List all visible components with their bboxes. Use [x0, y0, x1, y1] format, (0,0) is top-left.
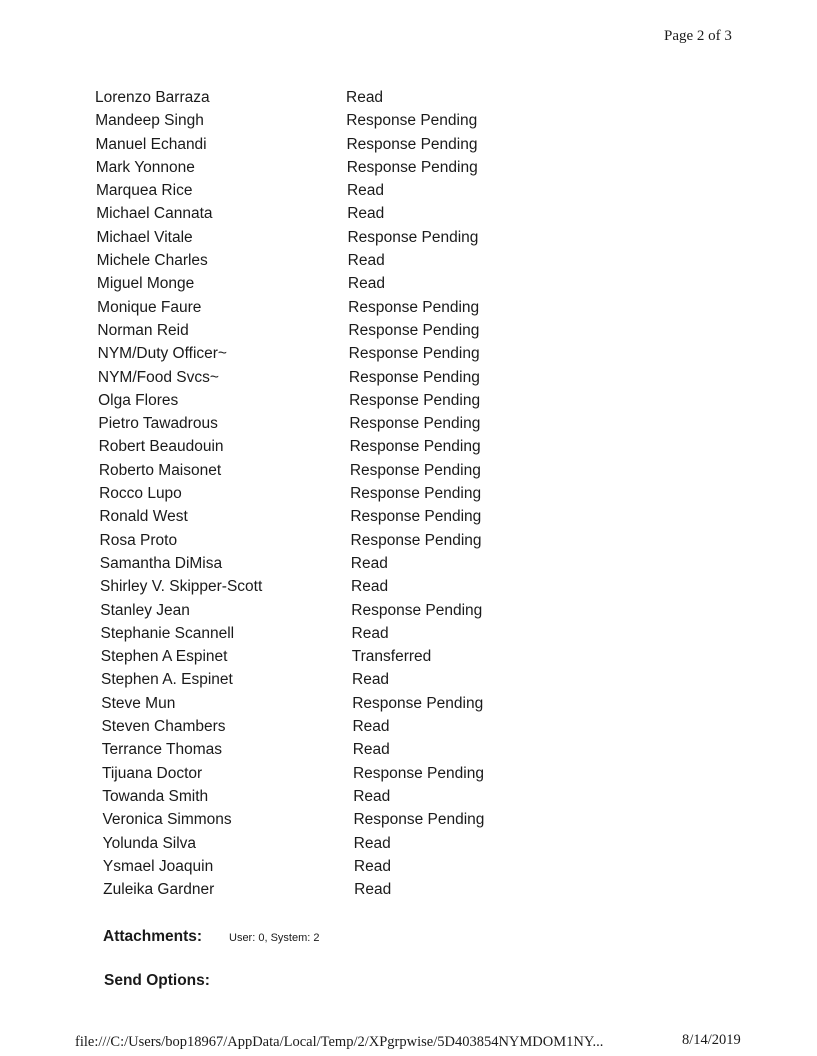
recipient-name: Marquea Rice	[95, 182, 193, 200]
footer-date: 8/14/2019	[682, 1032, 741, 1048]
recipient-name: Michael Cannata	[96, 205, 213, 223]
table-row	[0, 575, 817, 598]
table-row	[0, 109, 817, 132]
recipient-status: Read	[353, 834, 391, 852]
table-row	[0, 342, 817, 365]
page-number: Page 2 of 3	[664, 28, 732, 44]
recipient-name: Miguel Monge	[96, 275, 195, 293]
recipient-name: Zuleika Gardner	[103, 881, 215, 899]
recipient-status: Response Pending	[349, 391, 481, 409]
recipient-status: Response Pending	[348, 321, 480, 339]
recipient-status: Response Pending	[348, 345, 480, 363]
recipient-name: Michael Vitale	[96, 228, 193, 246]
table-row	[0, 762, 817, 785]
attachments-value: User: 0, System: 2	[229, 932, 320, 944]
table-row	[0, 249, 817, 272]
table-row	[0, 389, 817, 412]
table-row	[0, 272, 817, 295]
table-row	[0, 156, 817, 179]
recipient-name: Monique Faure	[97, 298, 202, 316]
table-row	[0, 808, 817, 831]
recipient-name: Ysmael Joaquin	[102, 857, 214, 875]
recipient-status: Response Pending	[349, 438, 481, 456]
table-row	[0, 226, 817, 249]
table-row	[0, 133, 817, 156]
recipient-status: Read	[347, 252, 385, 270]
table-row	[0, 319, 817, 342]
table-row	[0, 505, 817, 528]
recipient-status: Read	[347, 205, 385, 223]
recipient-status: Response Pending	[348, 368, 480, 386]
recipient-status: Response Pending	[346, 135, 478, 153]
recipient-status: Transferred	[351, 648, 432, 666]
recipient-status: Response Pending	[350, 531, 482, 549]
recipient-status: Response Pending	[352, 764, 484, 782]
recipient-status: Response Pending	[346, 158, 478, 176]
table-row	[0, 482, 817, 505]
table-row	[0, 435, 817, 458]
recipient-name: Stanley Jean	[100, 601, 190, 619]
recipient-name: Olga Flores	[98, 391, 179, 409]
recipient-name: NYM/Duty Officer~	[97, 345, 227, 363]
table-row	[0, 552, 817, 575]
recipient-name: Veronica Simmons	[102, 811, 232, 829]
recipient-status: Response Pending	[350, 485, 482, 503]
recipient-name: Mandeep Singh	[95, 112, 204, 130]
recipient-name: Stephanie Scannell	[100, 624, 235, 642]
recipient-name: Robert Beaudouin	[98, 438, 224, 456]
table-row	[0, 692, 817, 715]
recipient-status: Read	[353, 787, 391, 805]
recipient-status: Read	[347, 275, 385, 293]
recipient-name: Stephen A Espinet	[100, 648, 228, 666]
recipient-name: Terrance Thomas	[101, 741, 223, 759]
recipient-name: Tijuana Doctor	[101, 764, 203, 782]
table-row	[0, 668, 817, 691]
table-row	[0, 645, 817, 668]
recipient-status: Read	[352, 671, 390, 689]
table-row	[0, 529, 817, 552]
recipient-status: Response Pending	[350, 508, 482, 526]
recipient-name: Rosa Proto	[99, 531, 178, 549]
recipient-status: Read	[346, 89, 384, 106]
recipient-name: Shirley V. Skipper-Scott	[100, 578, 263, 596]
recipient-name: Yolunda Silva	[102, 834, 197, 852]
recipient-name: Steven Chambers	[101, 718, 226, 736]
recipient-status: Read	[352, 718, 390, 736]
recipient-status: Read	[352, 741, 390, 759]
recipient-status: Response Pending	[351, 601, 483, 619]
table-row	[0, 86, 817, 109]
recipient-name: Roberto Maisonet	[98, 461, 222, 479]
table-row	[0, 622, 817, 645]
recipient-name: Mark Yonnone	[95, 158, 195, 176]
recipient-status: Read	[350, 554, 388, 572]
recipient-name: Steve Mun	[101, 694, 176, 712]
recipient-status: Read	[354, 881, 392, 899]
recipient-status: Response Pending	[348, 298, 480, 316]
table-row	[0, 179, 817, 202]
recipient-status: Response Pending	[349, 461, 481, 479]
table-row	[0, 366, 817, 389]
attachments-label: Attachments:	[103, 928, 203, 945]
recipient-name: Pietro Tawadrous	[98, 415, 218, 433]
table-row	[0, 715, 817, 738]
recipient-status: Response Pending	[347, 228, 479, 246]
recipient-name: Rocco Lupo	[99, 485, 182, 503]
recipient-status: Read	[351, 578, 389, 596]
recipient-status: Read	[351, 624, 389, 642]
recipient-status: Response Pending	[352, 694, 484, 712]
table-row	[0, 738, 817, 761]
recipient-name: Lorenzo Barraza	[95, 89, 210, 106]
recipient-status: Response Pending	[346, 112, 478, 130]
recipient-name: Manuel Echandi	[95, 135, 207, 153]
footer-file-path: file:///C:/Users/bop18967/AppData/Local/Temp/2/XPgrpwise/5D403854NYMDOM1NY...	[75, 1034, 604, 1050]
recipient-list	[0, 86, 817, 901]
recipient-name: Stephen A. Espinet	[101, 671, 233, 689]
table-row	[0, 459, 817, 482]
recipient-status: Response Pending	[353, 811, 485, 829]
table-row	[0, 202, 817, 225]
recipient-name: Towanda Smith	[102, 787, 209, 805]
recipient-status: Response Pending	[349, 415, 481, 433]
table-row	[0, 878, 817, 901]
recipient-name: Ronald West	[99, 508, 188, 526]
recipient-name: NYM/Food Svcs~	[97, 368, 219, 386]
table-row	[0, 296, 817, 319]
send-options-label: Send Options:	[104, 972, 210, 989]
recipient-status: Read	[353, 857, 391, 875]
recipient-status: Read	[346, 182, 385, 200]
table-row	[0, 412, 817, 435]
recipient-name: Norman Reid	[97, 321, 189, 339]
recipient-name: Michele Charles	[96, 252, 208, 270]
table-row	[0, 832, 817, 855]
recipient-name: Samantha DiMisa	[99, 554, 223, 572]
table-row	[0, 855, 817, 878]
table-row	[0, 599, 817, 622]
table-row	[0, 785, 817, 808]
